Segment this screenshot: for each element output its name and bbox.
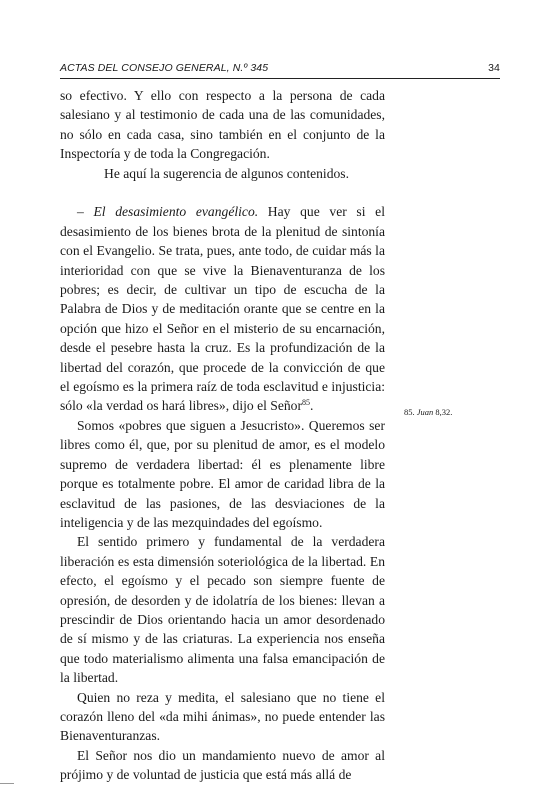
paragraph-2: He aquí la sugerencia de algunos contenidos. [104,165,349,181]
paragraph-3 [60,202,385,415]
paragraph-3-text: Hay que ver si el desasimiento de los bienes brota de la plenitud de sintonía con el Evangelio. Se trata, pues, ante todo, de cuidar más la interioridad con que se vive la Bienaventuranza de los pobres; es decir, de cultivar un tipo de escucha de la Palabra de Dios y de meditación orante que se centre en la opción que hizo el Señor en el misterio de su encarnación, desde el pesebre hasta la cruz. Es la profundización de la libertad del corazón, que procede de la convicción de que el egoísmo es la primera raíz de toda esclavitud e injusticia: sólo «la verdad os hará libres», dijo el Señor [60,204,385,414]
page-edge-mark [0,783,14,784]
page-number: 34 [488,62,500,74]
footnote-verse: 8,32. [433,407,453,417]
paragraph-4: Somos «pobres que siguen a Jesucristo». Queremos ser libres como él, que, por su plenitud de amor, es el modelo supremo de verdadera libertad: él es plenamente libre porque es totalmente pobre. El amor de caridad libra de la esclavitud de las pasiones, de las desviaciones de la inteligencia y de las mezquindades del egoísmo. [60,417,385,530]
footnote-ref[interactable]: 85 [302,398,310,408]
section-heading: El desasimiento evangélico. [93,204,259,220]
paragraph-3-end: . [310,398,314,414]
footnote-number: 85. [404,407,415,417]
header-rule [60,78,500,79]
paragraph-5: El sentido primero y fundamental de la verdadera liberación es esta dimensión soteriológica de la libertad. En efecto, el egoísmo y el pecado son siempre fuente de opresión, de desorden y de idolatría de los bienes: llevan a prescindir de Dios orientando hacia un amor desordenado de sí mismo y de las criaturas. La experiencia nos enseña que todo materialismo alimenta una falsa emancipación de la libertad. [60,534,385,686]
paragraph-7: El Señor nos dio un mandamiento nuevo de amor al prójimo y de voluntad de justicia que está más allá de [60,747,385,783]
dash: – [77,204,94,220]
paragraph-1: so efectivo. Y ello con respecto a la persona de cada salesiano y al testimonio de cada una de las comunidades, no sólo en cada casa, sino también en el conjunto de la Inspectoría y de toda la Congregación. [60,88,385,162]
running-header [60,62,500,76]
body-text [60,86,385,785]
margin-footnote [404,407,452,417]
paragraph-6: Quien no reza y medita, el salesiano que no tiene el corazón lleno del «da mihi ánimas», no puede entender las Bienaventuranzas. [60,689,385,744]
footnote-reference: Juan [416,407,434,417]
running-header-title: ACTAS DEL CONSEJO GENERAL, N.º 345 [60,62,269,74]
